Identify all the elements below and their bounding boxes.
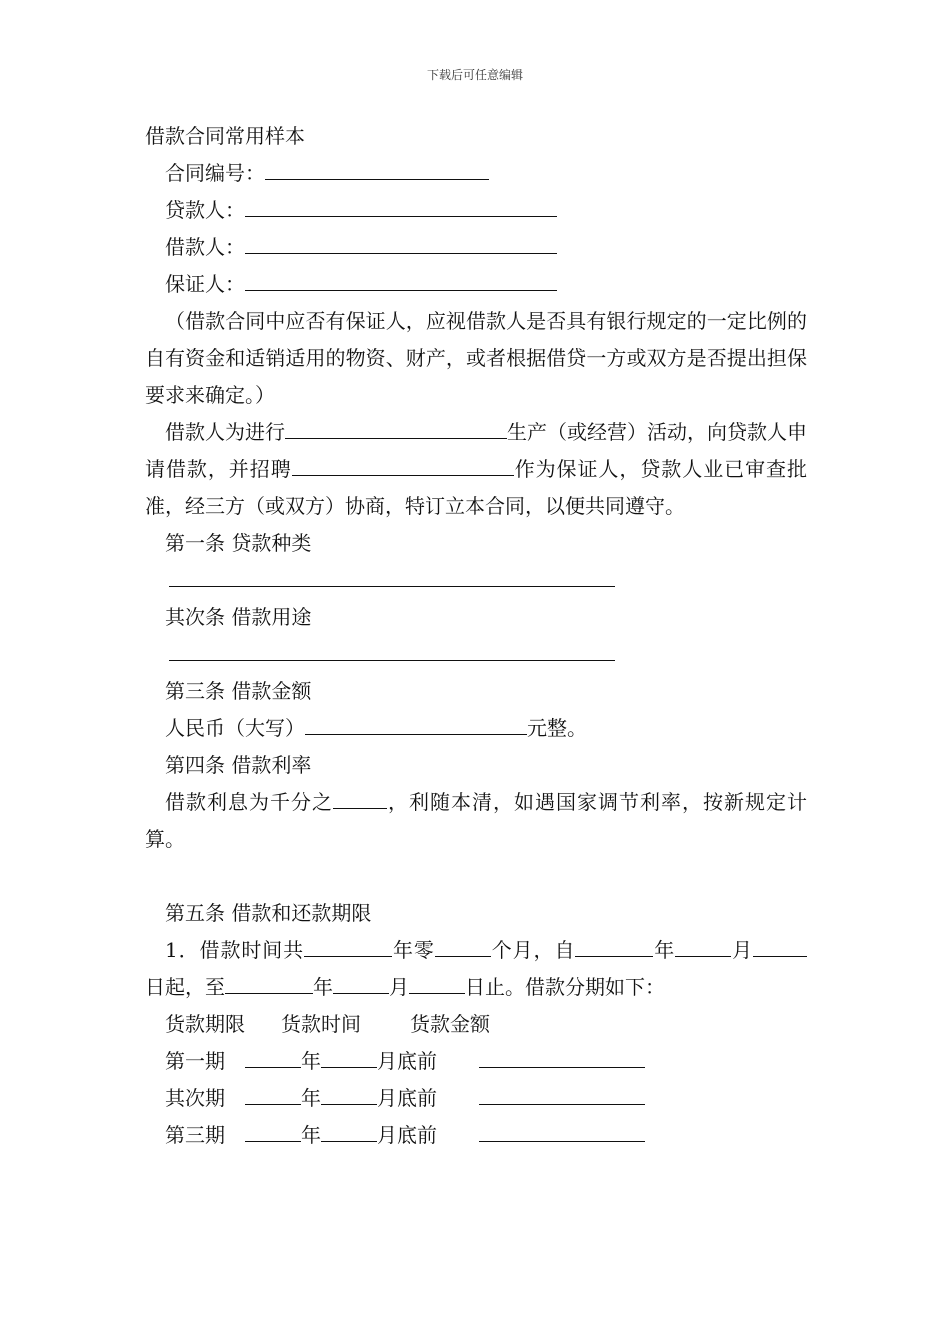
intro-paragraph xyxy=(145,414,807,525)
term-p3: 个月，自 xyxy=(490,938,576,962)
term-p2: 年零 xyxy=(392,938,435,962)
term-p5: 月 xyxy=(731,938,754,962)
amount-row xyxy=(145,710,807,747)
loan-type-blank[interactable] xyxy=(169,564,615,587)
lender-row xyxy=(145,192,807,229)
document-body xyxy=(145,118,807,1154)
start-month-blank[interactable] xyxy=(675,934,731,957)
interest-suffix: ，利随本清，如遇国家调节利率，按新规定计算。 xyxy=(145,790,807,851)
intro-part3: 作为保证人，贷款人业已审查批准，经三方（或双方）协商，特订立本合同，以便共同遵守。 xyxy=(145,457,808,518)
term-p9: 日止。借款分期如下： xyxy=(465,975,665,999)
schedule-year-blank[interactable] xyxy=(245,1082,301,1105)
article-4-heading: 第四条 借款利率 xyxy=(165,753,312,777)
schedule-year-blank[interactable] xyxy=(245,1045,301,1068)
term-paragraph xyxy=(145,932,807,1006)
schedule-amount-blank[interactable] xyxy=(479,1082,645,1105)
guarantor-blank[interactable] xyxy=(245,268,557,291)
borrower-label: 借款人： xyxy=(165,235,245,259)
article-1-heading: 第一条 贷款种类 xyxy=(165,531,312,555)
schedule-month-label: 月底前 xyxy=(377,1086,437,1110)
loan-purpose-blank[interactable] xyxy=(169,638,615,661)
schedule-col-time: 货款时间 xyxy=(281,1012,361,1036)
guarantor-note: （借款合同中应否有保证人，应视借款人是否具有银行规定的一定比例的自有资金和适销适用的物资、财产，或者根据借贷一方或双方是否提出担保要求来确定。） xyxy=(145,309,807,407)
contract-no-label: 合同编号： xyxy=(165,161,265,185)
schedule-amount-blank[interactable] xyxy=(479,1045,645,1068)
term-p7: 年 xyxy=(313,975,333,999)
amount-blank[interactable] xyxy=(305,712,527,735)
document-title: 借款合同常用样本 xyxy=(145,124,305,148)
interest-rate-blank[interactable] xyxy=(333,786,387,809)
activity-blank[interactable] xyxy=(285,416,507,439)
intro-part2: 生产（或经营）活动，向贷款人申请借款，并招聘 xyxy=(145,420,807,481)
end-year-blank[interactable] xyxy=(225,971,313,994)
schedule-month-blank[interactable] xyxy=(321,1119,377,1142)
schedule-header xyxy=(145,1006,807,1043)
schedule-year-label: 年 xyxy=(301,1123,321,1147)
schedule-period: 其次期 xyxy=(165,1086,225,1110)
term-years-blank[interactable] xyxy=(304,934,392,957)
spacer xyxy=(145,858,807,895)
guarantor-label: 保证人： xyxy=(165,272,245,296)
schedule-month-blank[interactable] xyxy=(321,1045,377,1068)
schedule-row xyxy=(145,1117,807,1154)
page-header: 下载后可任意编辑 xyxy=(426,68,523,82)
end-day-blank[interactable] xyxy=(409,971,465,994)
schedule-year-blank[interactable] xyxy=(245,1119,301,1142)
article-1-blank-row xyxy=(145,562,807,599)
schedule-row xyxy=(145,1043,807,1080)
schedule-col-period: 货款期限 xyxy=(165,1012,245,1036)
term-months-blank[interactable] xyxy=(435,934,491,957)
article-2-heading: 其次条 借款用途 xyxy=(165,605,312,629)
schedule-year-label: 年 xyxy=(301,1049,321,1073)
contract-no-row xyxy=(145,155,807,192)
interest-prefix: 借款利息为千分之 xyxy=(165,790,333,814)
schedule-month-blank[interactable] xyxy=(321,1082,377,1105)
term-p8: 月 xyxy=(389,975,409,999)
article-2-blank-row xyxy=(145,636,807,673)
article-3-heading: 第三条 借款金额 xyxy=(165,679,312,703)
article-5-heading: 第五条 借款和还款期限 xyxy=(165,901,372,925)
intro-part1: 借款人为进行 xyxy=(165,420,285,444)
schedule-year-label: 年 xyxy=(301,1086,321,1110)
start-day-blank[interactable] xyxy=(753,934,807,957)
schedule-month-label: 月底前 xyxy=(377,1049,437,1073)
amount-prefix: 人民币（大写） xyxy=(165,716,305,740)
schedule-amount-blank[interactable] xyxy=(479,1119,645,1142)
end-month-blank[interactable] xyxy=(333,971,389,994)
amount-suffix: 元整。 xyxy=(527,716,587,740)
schedule-period: 第三期 xyxy=(165,1123,225,1147)
guarantor-name-blank[interactable] xyxy=(292,453,514,476)
schedule-month-label: 月底前 xyxy=(377,1123,437,1147)
borrower-row xyxy=(145,229,807,266)
contract-no-blank[interactable] xyxy=(265,157,489,180)
lender-label: 贷款人： xyxy=(165,198,245,222)
interest-paragraph xyxy=(145,784,807,858)
term-p4: 年 xyxy=(653,938,676,962)
schedule-col-amount: 货款金额 xyxy=(410,1012,490,1036)
term-p1: 1．借款时间共 xyxy=(165,938,305,962)
schedule-row xyxy=(145,1080,807,1117)
start-year-blank[interactable] xyxy=(575,934,653,957)
lender-blank[interactable] xyxy=(245,194,557,217)
guarantor-row xyxy=(145,266,807,303)
borrower-blank[interactable] xyxy=(245,231,557,254)
schedule-period: 第一期 xyxy=(165,1049,225,1073)
term-p6: 日起，至 xyxy=(145,975,225,999)
